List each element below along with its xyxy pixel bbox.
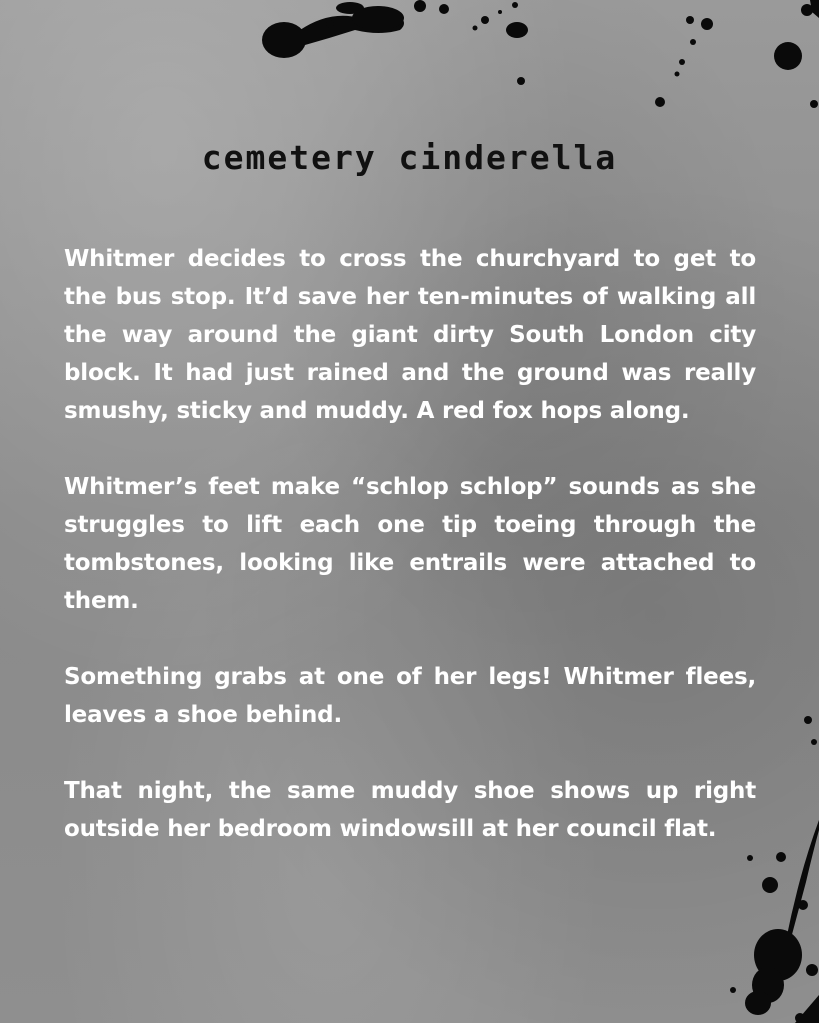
story-paragraph: Something grabs at one of her legs! Whitmer flees, leaves a shoe behind. (64, 664, 756, 728)
story-paragraph: Whitmer’s feet make “schlop schlop” sounds as she struggles to lift each one tip toeing through the tombstones, looking like entrails were attached to them. (64, 474, 756, 614)
page-title: cemetery cinderella (201, 138, 618, 177)
story-body (64, 240, 756, 886)
story-paragraph: Whitmer decides to cross the churchyard to get to the bus stop. It’d save her ten-minutes of walking all the way around the giant dirty South London city block. It had just rained and the ground was really smushy, sticky and muddy. A red fox hops along. (64, 246, 756, 424)
story-paragraph: That night, the same muddy shoe shows up right outside her bedroom windowsill at her council flat. (64, 778, 756, 842)
